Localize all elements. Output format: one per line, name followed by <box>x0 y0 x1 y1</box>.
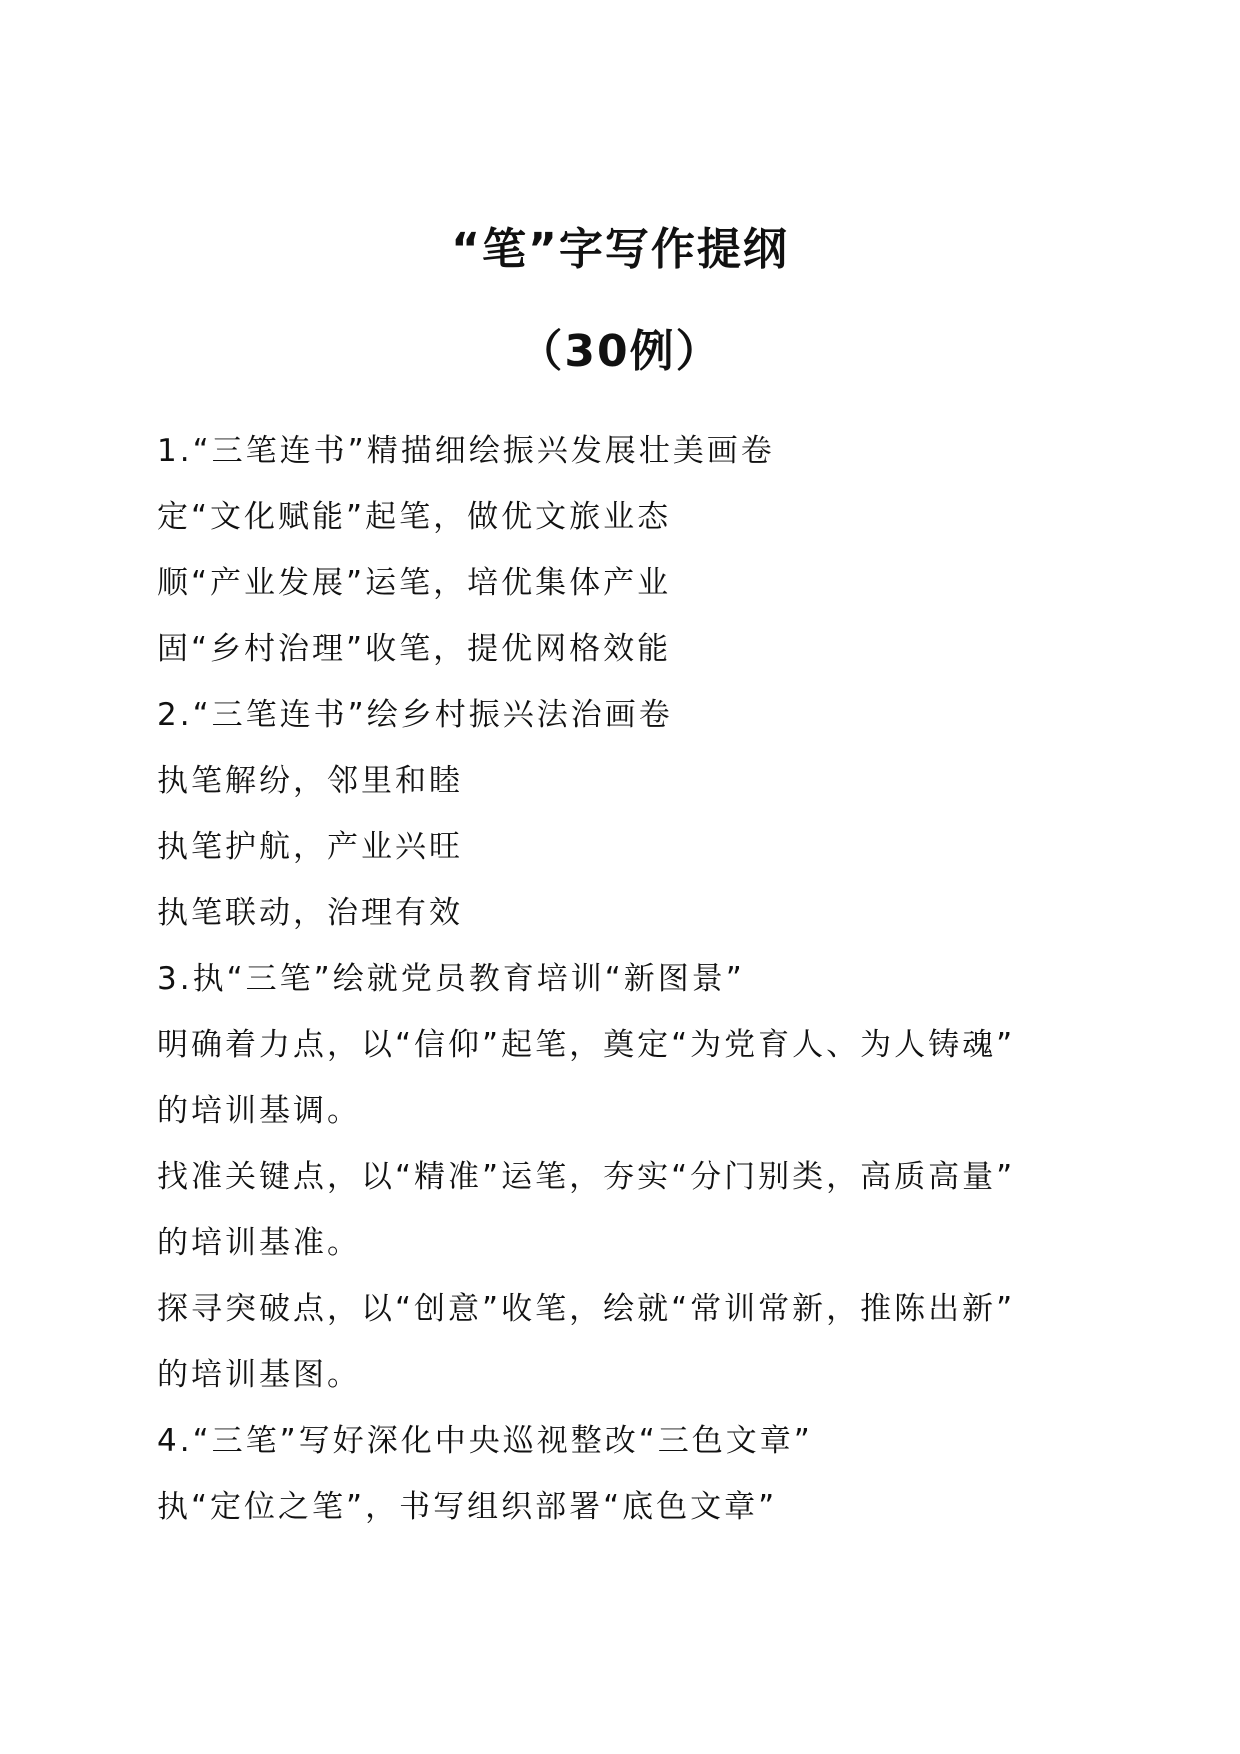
document-body <box>157 418 1077 1540</box>
text-line: 执笔解纷，邻里和睦 <box>157 763 463 799</box>
heading-3: 3.执“三笔”绘就党员教育培训“新图景” <box>157 961 745 997</box>
text-line: 执笔护航，产业兴旺 <box>157 829 463 865</box>
heading-2: 2.“三笔连书”绘乡村振兴法治画卷 <box>157 697 673 733</box>
page-title: “笔”字写作提纲 <box>451 224 789 275</box>
page-subtitle: （30例） <box>518 326 722 377</box>
text-line: 探寻突破点，以“创意”收笔，绘就“常训常新，推陈出新” <box>157 1291 1016 1327</box>
text-line: 找准关键点，以“精准”运笔，夯实“分门别类，高质高量” <box>157 1159 1016 1195</box>
text-line: 的培训基准。 <box>157 1225 361 1261</box>
text-line: 执“定位之笔”，书写组织部署“底色文章” <box>157 1489 778 1525</box>
text-line: 固“乡村治理”收笔，提优网格效能 <box>157 631 672 667</box>
heading-4: 4.“三笔”写好深化中央巡视整改“三色文章” <box>157 1423 813 1459</box>
text-line: 明确着力点，以“信仰”起笔，奠定“为党育人、为人铸魂” <box>157 1027 1016 1063</box>
text-line: 顺“产业发展”运笔，培优集体产业 <box>157 565 672 601</box>
text-line: 执笔联动，治理有效 <box>157 895 463 931</box>
text-line: 的培训基图。 <box>157 1357 361 1393</box>
heading-1: 1.“三笔连书”精描细绘振兴发展壮美画卷 <box>157 433 775 469</box>
text-line: 的培训基调。 <box>157 1093 361 1129</box>
text-line: 定“文化赋能”起笔，做优文旅业态 <box>157 499 672 535</box>
